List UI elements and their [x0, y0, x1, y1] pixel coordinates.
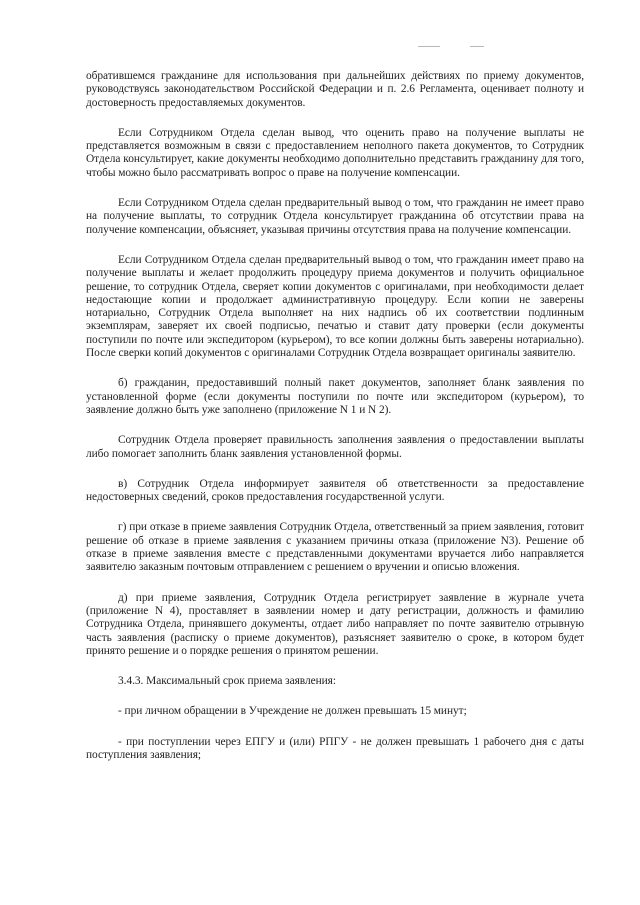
paragraph-item-v: в) Сотрудник Отдела информирует заявителя об ответственности за предоставление недостоверных сведений, сроков предоставления государственной услуги. [86, 477, 584, 504]
paragraph-check-form: Сотрудник Отдела проверяет правильность заполнения заявления о предоставлении выплаты либо помогает заполнить бланк заявления установленной формы. [86, 434, 584, 460]
scan-artifact [470, 46, 484, 47]
paragraph-has-right: Если Сотрудником Отдела сделан предварительный вывод о том, что гражданин имеет право на получение выплаты и желает продолжить процедуру приема документов и получить официальное решение, то сотрудник Отдела, сверяет копии документов с оригиналами, при необходимости делает недостающие копии и продолжает административную процедуру. Если копии не заверены нотариально, Сотрудник Отдела выполняет на них надпись об их соответствии подлинным экземплярам, заверяет их своей подписью, печатью и ставит дату проверки (если документы поступили по почте или экспедитором (курьером), то все копии должны быть заверены нотариально). После сверки копий документов с оригиналами Сотрудник Отдела возвращает оригиналы заявителю. [86, 253, 584, 360]
paragraph-section-343: 3.4.3. Максимальный срок приема заявления: [118, 675, 336, 688]
paragraph-item-g: г) при отказе в приеме заявления Сотрудник Отдела, ответственный за прием заявления, готовит решение об отказе в приеме заявления с указанием причины отказа (приложение N3). Решение об отказе в приеме заявления вместе с представленными документами вручается либо направляется заявителю заказным почтовым отправлением с решением о вручении и описью вложения. [86, 521, 584, 574]
paragraph-personal-visit: - при личном обращении в Учреждение не должен превышать 15 минут; [118, 705, 467, 718]
scan-artifact [418, 46, 440, 47]
paragraph-epgu: - при поступлении через ЕПГУ и (или) РПГУ - не должен превышать 1 рабочего дня с даты поступления заявления; [86, 735, 584, 761]
paragraph-incomplete-package: Если Сотрудником Отдела сделан вывод, что оценить право на получение выплаты не представляется возможным в связи с предоставлением неполного пакета документов, то Сотрудник Отдела консультирует, какие документы необходимо дополнительно представить гражданину для того, чтобы можно было рассматривать вопрос о праве на получение компенсации. [86, 126, 584, 179]
paragraph-item-b: б) гражданин, предоставивший полный пакет документов, заполняет бланк заявления по установленной форме (если документы поступили по почте или экспедитором (курьером), то заявление должно быть уже заполнено (приложение N 1 и N 2). [86, 377, 584, 416]
paragraph-item-d: д) при приеме заявления, Сотрудник Отдела регистрирует заявление в журнале учета (приложение N 4), проставляет в заявлении номер и дату регистрации, должность и фамилию Сотрудника Отдела, принявшего документы, отдает либо направляет по почте заявителю отрывную часть заявления (расписку о приеме документов), разъясняет заявителю о сроке, в котором будет принято решение и о порядке решения о принятом решении. [86, 591, 584, 657]
paragraph-no-right: Если Сотрудником Отдела сделан предварительный вывод о том, что гражданин не имеет право на получение выплаты, то сотрудник Отдела консультирует гражданина об отсутствии права на получение компенсации, объясняет, указывая причины отсутствия права на получение компенсации. [86, 197, 584, 236]
paragraph-intro: обратившемся гражданине для использования при дальнейших действиях по приему документов, руководствуясь законодательством Российской Федерации и п. 2.6 Регламента, оценивает полноту и достоверность предоставляемых документов. [86, 70, 584, 109]
